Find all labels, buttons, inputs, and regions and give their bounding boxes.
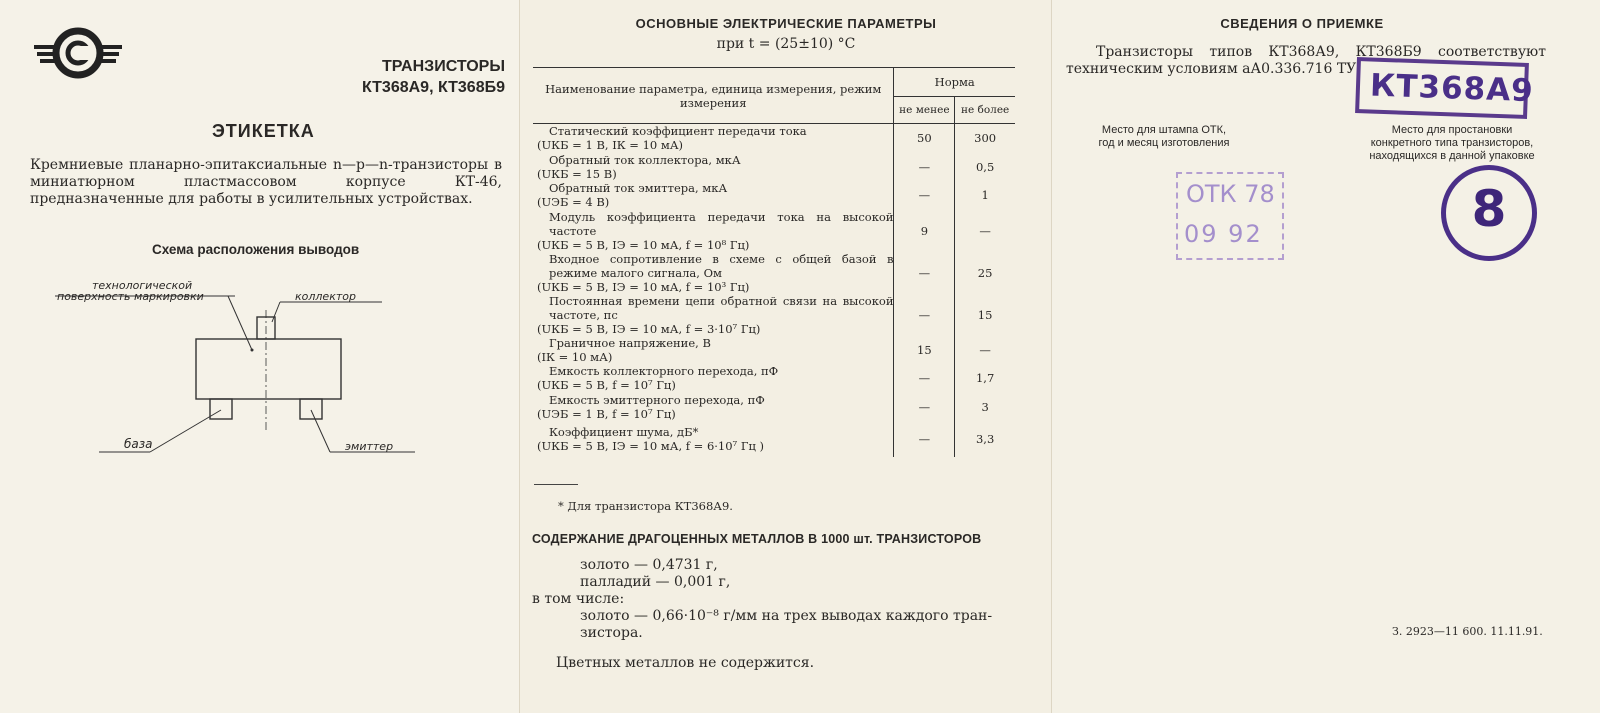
parameter-row (533, 124, 1015, 153)
title-line-1: ТРАНЗИСТОРЫ (382, 58, 505, 75)
header-parameter-name: Наименование параметра, единица измерения, режим измерения (533, 68, 894, 124)
parameter-condition: (UКБ = 1 В, IК = 10 мА) (537, 138, 684, 153)
parameter-name: Входное сопротивление в схеме с общей базой в режиме малого сигнала, Ом (549, 251, 894, 280)
parameters-panel (520, 0, 1052, 713)
parameter-min: — (894, 181, 955, 210)
parameter-condition: (UКБ = 5 В, IЭ = 10 мА, f = 10³ Гц) (537, 279, 750, 294)
type-stamp-text: КТ368А9 (1369, 67, 1535, 110)
parameter-name: Емкость коллекторного перехода, пФ (549, 364, 779, 379)
label-left-panel (0, 0, 520, 713)
parameter-row (533, 364, 1015, 393)
type-stamp-place-label (1342, 124, 1562, 163)
parameter-row (533, 210, 1015, 252)
parameter-row (533, 421, 1015, 457)
parameter-name-cell (533, 294, 894, 336)
type-label-line-3: находящихся в данной упаковке (1369, 150, 1535, 162)
footnote-rule (534, 484, 578, 485)
otk-stamp-place-label (1074, 124, 1254, 150)
parameter-name-cell (533, 336, 894, 365)
parameter-max: 25 (955, 252, 1015, 294)
product-description: Кремниевые планарно-эпитаксиальные n—p—n-транзисторы в миниатюрном пластмассовом корпусе КТ-46, предназначенные для работы в усилительных устройствах. (30, 157, 502, 207)
parameter-name-cell (533, 393, 894, 422)
parameter-min: — (894, 294, 955, 336)
parameter-row (533, 336, 1015, 365)
parameter-name-cell (533, 124, 894, 153)
otk-label-line-2: год и месяц изготовления (1098, 137, 1230, 149)
acceptance-panel (1052, 0, 1600, 713)
parameter-name: Обратный ток коллектора, мкА (549, 152, 741, 167)
parameter-max: — (955, 336, 1015, 365)
product-title (360, 56, 505, 98)
parameter-condition: (UКБ = 5 В, IЭ = 10 мА, f = 3·10⁷ Гц) (537, 321, 761, 336)
parameter-min: — (894, 252, 955, 294)
parameter-min: — (894, 421, 955, 457)
parameters-heading: ОСНОВНЫЕ ЭЛЕКТРИЧЕСКИЕ ПАРАМЕТРЫ (635, 16, 937, 31)
parameter-max: 3,3 (955, 421, 1015, 457)
label-heading: ЭТИКЕТКА (212, 121, 315, 141)
parameter-row (533, 294, 1015, 336)
palladium-content: палладий — 0,001 г, (580, 574, 731, 590)
parameter-max: 3 (955, 393, 1015, 422)
parameter-condition: (UЭБ = 1 В, f = 10⁷ Гц) (537, 406, 676, 421)
parameter-name-cell (533, 421, 894, 457)
header-max: не более (955, 97, 1015, 124)
parameter-row (533, 153, 1015, 182)
quality-sign-logo-icon (34, 22, 124, 84)
parameter-max: — (955, 210, 1015, 252)
parameter-name: Статический коэффициент передачи тока (549, 124, 807, 139)
gold-per-mm-line-2: зистора. (580, 625, 643, 641)
measurement-condition: при t = (25±10) °С (716, 36, 856, 52)
otk-stamp (1176, 172, 1284, 260)
type-label-line-1: Место для простановки (1391, 124, 1513, 136)
gold-content: золото — 0,4731 г, (580, 557, 718, 573)
parameter-name: Модуль коэффициента передачи тока на высокой частоте (549, 209, 894, 238)
parameter-max: 1 (955, 181, 1015, 210)
precious-metals-heading: СОДЕРЖАНИЕ ДРАГОЦЕННЫХ МЕТАЛЛОВ В 1000 шт. ТРАНЗИСТОРОВ (532, 532, 982, 546)
parameter-max: 0,5 (955, 153, 1015, 182)
parameter-min: 50 (894, 124, 955, 153)
parameters-table (533, 67, 1015, 457)
collector-label: коллектор (295, 290, 356, 303)
acceptance-heading: СВЕДЕНИЯ О ПРИЕМКЕ (1220, 16, 1384, 31)
title-line-2: КТ368А9, КТ368Б9 (361, 79, 505, 96)
parameter-name-cell (533, 181, 894, 210)
type-number-stamp-digit: 8 (1471, 180, 1507, 238)
marking-surface-label-1: технологической (92, 279, 193, 292)
emitter-label: эмиттер (345, 440, 394, 453)
parameter-row (533, 252, 1015, 294)
parameter-max: 1,7 (955, 364, 1015, 393)
parameter-min: 15 (894, 336, 955, 365)
type-stamp (1355, 57, 1535, 119)
non-ferrous-note: Цветных металлов не содержится. (556, 655, 815, 671)
document-code: З. 2923—11 600. 11.11.91. (1392, 625, 1543, 638)
parameter-name-cell (533, 364, 894, 393)
otk-stamp-line-2: 09 92 (1184, 220, 1263, 248)
otk-stamp-line-1: ОТК 78 (1186, 180, 1275, 208)
parameter-name-cell (533, 153, 894, 182)
parameter-name-cell (533, 210, 894, 252)
type-number-stamp (1441, 165, 1537, 261)
pin-diagram-heading: Схема расположения выводов (152, 242, 360, 257)
parameter-name: Коэффициент шума, дБ* (549, 425, 699, 439)
including-label: в том числе: (532, 591, 625, 607)
parameter-row (533, 181, 1015, 210)
type-label-line-2: конкретного типа транзисторов, (1370, 137, 1534, 149)
parameter-max: 15 (955, 294, 1015, 336)
parameter-name: Постоянная времени цепи обратной связи на высокой частоте, пс (549, 293, 894, 322)
parameter-min: — (894, 364, 955, 393)
parameter-name: Емкость эмиттерного перехода, пФ (549, 392, 765, 407)
header-min: не менее (894, 97, 955, 124)
header-norm: Норма (894, 68, 1015, 97)
footnote: * Для транзистора КТ368А9. (558, 499, 733, 513)
parameter-name: Граничное напряжение, В (549, 335, 711, 350)
parameter-max: 300 (955, 124, 1015, 153)
parameter-min: — (894, 393, 955, 422)
acceptance-text: Транзисторы типов КТ368А9, КТ368Б9 соответствуют техническим условиям аА0.336.716 ТУ. (1066, 44, 1546, 77)
marking-surface-label-2: поверхность маркировки (57, 290, 204, 303)
parameter-condition: (UКБ = 15 В) (537, 166, 617, 181)
parameter-row (533, 393, 1015, 422)
parameter-condition: (UКБ = 5 В, IЭ = 10 мА, f = 10⁸ Гц) (537, 237, 750, 252)
gold-per-mm-line-1: золото — 0,66·10⁻⁸ г/мм на трех выводах каждого тран- (580, 608, 993, 624)
parameter-name-cell (533, 252, 894, 294)
parameter-min: — (894, 153, 955, 182)
parameter-condition: (UКБ = 5 В, IЭ = 10 мА, f = 6·10⁷ Гц ) (537, 439, 764, 453)
parameter-condition: (IК = 10 мА) (537, 349, 613, 364)
base-label: база (124, 437, 153, 451)
parameter-condition: (UКБ = 5 В, f = 10⁷ Гц) (537, 378, 676, 393)
parameter-name: Обратный ток эмиттера, мкА (549, 181, 728, 196)
parameter-min: 9 (894, 210, 955, 252)
otk-label-line-1: Место для штампа ОТК, (1101, 124, 1227, 136)
parameter-condition: (UЭБ = 4 В) (537, 195, 610, 210)
